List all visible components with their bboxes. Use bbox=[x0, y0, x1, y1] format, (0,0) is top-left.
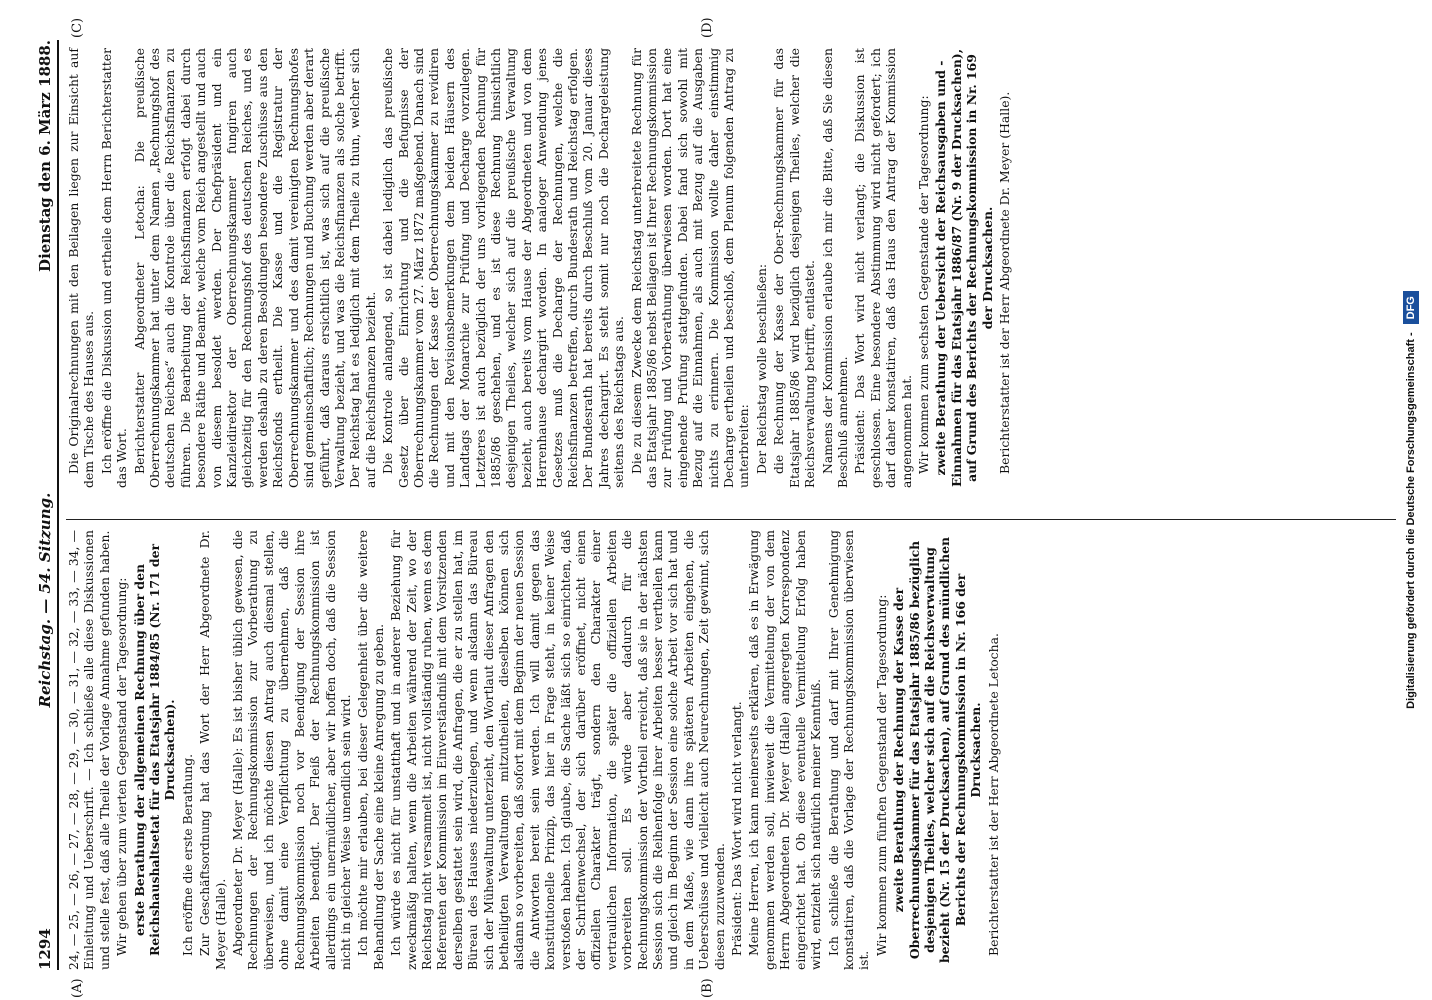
paragraph: Meine Herren, ich kann meinerseits erklären, daß es in Erwägung genommen werden soll, inwieweit die Vermittelung der von dem Herrn Abgeordneten Dr. Meyer (Halle) angeregten Korrespondenz eingerichtet hat. Ob diese eventuelle Vermittelung Erfolg haben wird, entzieht sich natürlich meiner Kenntniß. bbox=[746, 530, 824, 970]
header-date: Dienstag den 6. März 1888. bbox=[36, 40, 54, 272]
paragraph: Berichterstatter ist der Herr Abgeordnete Letocha. bbox=[985, 633, 1001, 956]
paragraph: Zur Geschäftsordnung hat das Wort der Herr Abgeordnete Dr. Meyer (Halle). bbox=[197, 530, 228, 970]
paragraph: Wir gehen über zum vierten Gegenstand der Tagesordnung: bbox=[114, 577, 130, 956]
paragraph: Die zu diesem Zwecke dem Reichstag unterbreitete Rechnung für das Etatsjahr 1885/86 nebst Beilagen ist Ihrer Rechnungskommission zur Prüfung und Vorberathung überwiesen worden. Dort hat eine eingehende Prüfung stattgefunden. Dabei fand sich sowohl mit Bezug auf die Einnahmen, als auch mit Bezug auf die Ausgaben nichts zu erinnern. Die Kommission wollte daher einstimmig Decharge ertheilen und beschloß, dem Plenum folgenden Antrag zu unterbreiten: bbox=[628, 48, 752, 488]
paragraph: Wir kommen zum sechsten Gegenstande der Tagesordnung: bbox=[915, 95, 931, 474]
paragraph: Berichterstatter Abgeordneter Letocha: Die preußische Oberrechnungskammer hat unter dem Namen „Rechnungshof des deutschen Reiches“ auch die Kontrole über die Reichsfinanzen zu führen. Die Bearbeitung der Reichsfinanzen erfolgt dabei durch besondere Räthe und Beamte, welche vom Reich angestellt und auch von diesem besoldet werden. Der Chefpräsident und ein Kanzleidirektor der Oberrechnungskammer fungiren auch gleichzeitig für den Rechnungshof des deutschen Reiches, und es werden deshalb zu deren Besoldungen besondere Zuschüsse aus den Reichsfonds ertheilt. Die Kasse und die Registratur der Oberrechnungskammer und des damit vereinigten Rechnungshofes sind gemeinschaftlich; Rechnungen und Buchung werden aber derart geführt, daß daraus ersichtlich ist, was sich auf die preußische Verwaltung bezieht, und was die Reichsfinanzen als solche betrifft. Der Reichstag hat es lediglich mit dem Theile zu thun, welcher sich auf die Reichsfinanzen bezieht. bbox=[131, 48, 378, 488]
paragraph: Präsident: Das Wort wird nicht verlangt; die Diskussion ist geschlossen. Eine besondere Abstimmung wird nicht gefordert; ich darf daher konstatiren, daß das Haus den Antrag der Kommission angenommen hat. bbox=[852, 48, 914, 488]
paragraph: Der Reichstag wolle beschließen: bbox=[753, 263, 769, 474]
agenda-heading: erste Berathung der allgemeinen Rechnung über den Reichshaushaltsetat für das Etatsjahr 1884/85 (Nr. 171 der Drucksachen). bbox=[131, 544, 178, 956]
paragraph: Die Originalrechnungen mit den Beilagen liegen zur Einsicht auf dem Tische des Hauses aus. bbox=[66, 48, 97, 488]
dfg-logo: DFG bbox=[1403, 291, 1419, 324]
left-column bbox=[66, 530, 1003, 970]
paragraph: die Rechnung der Kasse der Ober-Rechnungskammer für das Etatsjahr 1885/86 wird bezüglich desjenigen Theiles, welcher die Reichsverwaltung betrifft, entlastet. bbox=[771, 48, 818, 488]
paragraph: Berichterstatter ist der Herr Abgeordnete Dr. Meyer (Halle). bbox=[996, 91, 1012, 474]
agenda-heading: zweite Berathung der Rechnung der Kasse der Oberrechnungskammer für das Etatsjahr 1885/86 bezüglich desjenigen Theiles, welcher sich auf die Reichsverwaltung bezieht (Nr. 15 der Drucksachen), auf Grund des mündlichen Berichts der Rechnungskommission in Nr. 166 der Drucksachen. bbox=[891, 537, 984, 963]
right-column bbox=[66, 48, 1014, 488]
paragraph: Abgeordneter Dr. Meyer (Halle): Es ist bisher üblich gewesen, die Rechnungen der Rechnungskommission zur Vorberathung zu überweisen, und ich möchte diesen Antrag auch diesmal stellen, ohne damit eine Verpflichtung zu übernehmen, daß die Rechnungskommission noch vor Beendigung der Session ihre Arbeiten beendigt. Der Fleiß der Rechnungskommission ist allerdings ein unermüdlicher, aber wir hoffen doch, daß die Session nicht in gleicher Weise unendlich sein wird. bbox=[230, 530, 353, 970]
paragraph: Die Kontrole anlangend, so ist dabei lediglich das preußische Gesetz über die Einrichtung und die Befugnisse der Oberrechnungskammer vom 27. März 1872 maßgebend. Danach sind die Rechnungen der Kasse der Oberrechnungskammer zu revidiren und mit den Revisionsbemerkungen dem beiden Häusern des Landtags der Monarchie zur Prüfung und Decharge vorzulegen. Letzteres ist auch bezüglich der uns vorliegenden Rechnung für 1885/86 geschehen, und es ist diese Rechnung hinsichtlich desjenigen Theiles, welcher sich auf die preußische Verwaltung bezieht, auch bereits vom Hause der Abgeordneten und von dem Herrenhause dechargirt worden. In analoger Anwendung jenes Gesetzes muß die Decharge der Rechnungen, welche die Reichsfinanzen betreffen, durch Bundesrath und Reichstag erfolgen. Der Bundesrath hat bereits durch Beschluß vom 20. Januar dieses Jahres dechargirt. Es steht somit nur noch die Dechargeleistung seitens des Reichstags aus. bbox=[380, 48, 627, 488]
paragraph: Ich würde es nicht für unstatthaft und in anderer Beziehung für zweckmäßig halten, wenn die Arbeiten während der Zeit, wo der Reichstag nicht versammelt ist, nicht vollständig ruhen, wenn es dem Referenten der Kommission im Einverständniß mit dem Vorsitzenden derselben gestattet sein wird, die Anfragen, die er zu stellen hat, im Büreau des Hauses niederzulegen, und wenn alsdann das Büreau sich der Mühewaltung unterzieht, den Wortlaut dieser Anfragen den betheiligten Verwaltungen mitzutheilen, dieselben können sich alsdann so vorbereiten, daß sofort mit dem Beginn der neuen Session die Antworten bereit sein werden. Ich will damit gegen das konstitutionelle Prinzip, das hier in Frage steht, in keiner Weise verstoßen haben. Ich glaube, die Sache läßt sich so einrichten, daß der Schriftenwechsel, der sich darüber eröffnet, nicht einen offiziellen Charakter trägt, sondern den Charakter einer vertraulichen Information, die später die offiziellen Arbeiten vorbereiten soll. Es würde aber dadurch für die Rechnungskommission der Vortheil erreicht, daß sie in der nächsten Session sich die Reihenfolge ihrer Arbeiten besser vertheilen kann und gleich im Beginn der Session eine solche Arbeit vor sich hat und in dem Maße, wie dann ihre späteren Arbeiten eingehen, die Ueberschüsse und vielleicht auch Neurechnungen, Zeit gewinnt, sich diesen zuzuwenden. bbox=[388, 530, 727, 970]
margin-marker-a: (A) bbox=[70, 978, 85, 998]
paragraph: Ich eröffne die erste Berathung. bbox=[179, 753, 195, 956]
column-divider bbox=[66, 519, 1396, 520]
paragraph: Ich eröffne die Diskussion und ertheile dem Herrn Berichterstatter das Wort. bbox=[98, 48, 130, 488]
credit-text: Digitalisierung gefördert durch die Deutsche Forschungsgemeinschaft - bbox=[1405, 332, 1417, 709]
side-credit bbox=[1390, 0, 1432, 1000]
paragraph: Namens der Kommission erlaube ich mir die Bitte, daß Sie diesen Beschluß annehmen. bbox=[819, 48, 850, 488]
page-header bbox=[24, 40, 59, 970]
header-session: Reichstag. — 54. Sitzung. bbox=[36, 492, 54, 708]
margin-marker-c: (C) bbox=[70, 17, 85, 38]
paragraph: Ich schließe die Berathung und darf mit Ihrer Genehmigung konstatiren, daß die Vorlage der Rechnungskommission überwiesen ist. bbox=[825, 530, 872, 970]
margin-marker-b: (B) bbox=[700, 978, 715, 998]
paragraph: Wir kommen zum fünften Gegenstand der Tagesordnung: bbox=[873, 594, 889, 956]
page-number: 1294 bbox=[36, 928, 54, 970]
paragraph: 24, — 25, — 26, — 27, — 28, — 29, — 30, — 31, — 32, — 33, — 34, — Einleitung und Ueberschrift. — Ich schließe alle diese Diskussionen und stelle fest, daß alle Theile der Vorlage Annahme gefunden haben. bbox=[66, 530, 112, 970]
agenda-heading: zweite Berathung der Uebersicht der Reichsausgaben und -Einnahmen für das Etatsjahr 1886/87 (Nr. 9 der Drucksachen), auf Grund des Berichts der Rechnungskommission in Nr. 169 der Drucksachen. bbox=[933, 48, 995, 488]
margin-marker-d: (D) bbox=[700, 17, 715, 38]
paragraph: Präsident: Das Wort wird nicht verlangt. bbox=[729, 701, 745, 956]
paragraph: Ich möchte mir erlauben, bei dieser Gelegenheit über die weitere Behandlung der Sache eine kleine Anregung zu geben. bbox=[355, 530, 386, 970]
